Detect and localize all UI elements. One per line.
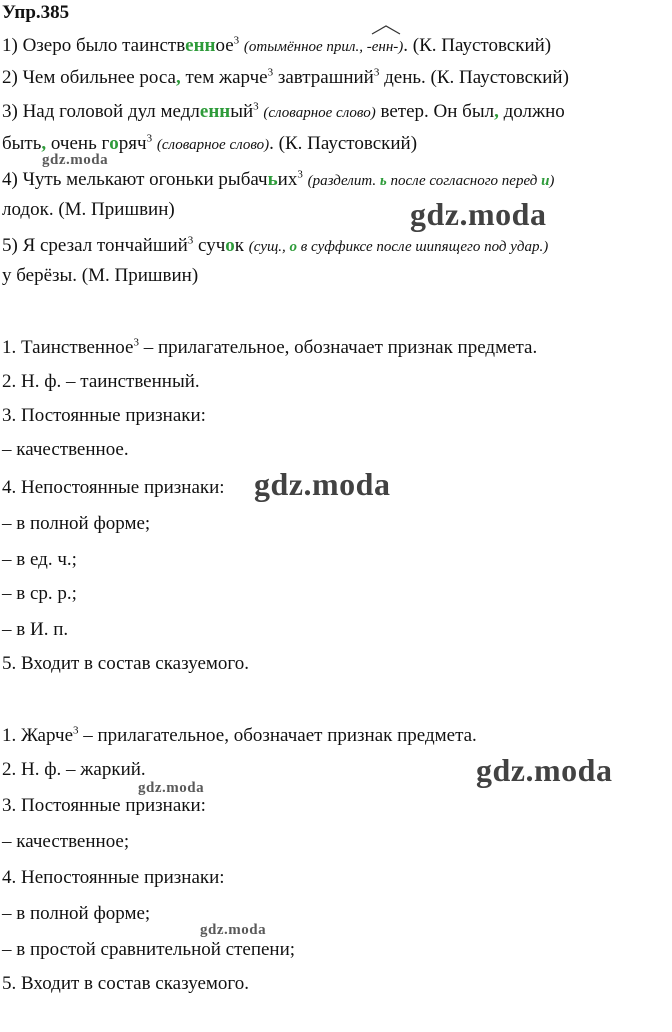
sentence-3a: [2, 100, 565, 125]
watermark-small-1: gdz.moda: [42, 152, 109, 168]
analysis1-line-10: 5. Входит в состав сказуемого.: [2, 653, 249, 674]
sentence-5b: [2, 264, 198, 288]
sentence-5a: [2, 234, 548, 259]
s3a-sup: 3: [253, 100, 259, 113]
analysis1-line-1: [2, 336, 537, 360]
s5a-text-b: суч: [193, 235, 226, 256]
s3a-text-d: должно: [498, 101, 565, 122]
watermark-big-2: gdz.moda: [254, 466, 391, 502]
suffix-mark: [367, 35, 399, 59]
s3b-sup: 3: [146, 132, 153, 145]
watermark-big-1: gdz.moda: [410, 196, 547, 232]
watermark-small-2: gdz.moda: [138, 780, 205, 796]
s5a-note-text: (сущ.,: [248, 239, 290, 255]
sentence-4a: [2, 168, 554, 193]
analysis2-line-6: – в полной форме;: [2, 903, 151, 924]
analysis1-line-9: – в И. п.: [2, 619, 69, 640]
analysis1-line-5: 4. Непостоянные признаки:: [2, 477, 225, 498]
sentence-1: [2, 34, 551, 59]
analysis2-line-8: 5. Входит в состав сказуемого.: [2, 973, 249, 994]
s3b-text-d: . (К. Паустовский): [269, 133, 418, 154]
s3b-text-b: очень г: [46, 133, 110, 154]
s4a-note-g1: ь: [379, 173, 387, 189]
s1-note-end: ): [398, 39, 404, 55]
s2-sup2: 3: [373, 66, 380, 79]
exercise-title: Упр.385: [2, 2, 70, 23]
s2-text-b: тем жарче: [180, 67, 268, 88]
s4a-highlight: ь: [267, 169, 278, 190]
watermark-small-3: gdz.moda: [200, 922, 267, 938]
analysis2-line-1: [2, 724, 477, 748]
watermark-big-3: gdz.moda: [476, 752, 613, 788]
s1-text-a: 1) Озеро было таинств: [2, 35, 186, 56]
s1-note-text: (отымённое прил.,: [243, 39, 367, 55]
s3a-text-a: 3) Над головой дул медл: [2, 101, 200, 122]
s5a-highlight: о: [225, 235, 235, 256]
analysis1-line-7: – в ед. ч.;: [2, 549, 77, 570]
analysis2-line-5: 4. Непостоянные признаки:: [2, 867, 225, 888]
s3b-note: (словарное слово): [156, 137, 270, 153]
a1-l1b: – прилагательное, обозначает признак предмета.: [138, 337, 538, 358]
analysis1-line-3: 3. Постоянные признаки:: [2, 405, 206, 426]
s3b-highlight: ,: [41, 133, 47, 154]
s5b-text-a: у берёзы. (М. Пришвин): [2, 265, 199, 286]
suffix-roof-icon: [371, 25, 401, 35]
s2-highlight: ,: [175, 67, 181, 88]
s4a-text-a: 4) Чуть мелькают огоньки рыбач: [2, 169, 268, 190]
s3a-highlight-2: ,: [494, 101, 499, 122]
sentence-2: [2, 66, 569, 90]
s3a-text-b: ый: [230, 101, 254, 122]
analysis2-line-7: – в простой сравнительной степени;: [2, 939, 296, 960]
s1-text-c: . (К. Паустовский): [403, 35, 552, 56]
s4b-text-a: лодок. (М. Пришвин): [2, 199, 175, 220]
s2-text-d: день. (К. Паустовский): [379, 67, 569, 88]
s3a-highlight: енн: [199, 101, 231, 122]
analysis2-line-4: – качественное;: [2, 831, 130, 852]
analysis2-line-3: 3. Постоянные признаки:: [2, 795, 206, 816]
s2-text-a: 2) Чем обильнее роса: [2, 67, 176, 88]
s5a-note-end: в суффиксе после шипящего под удар.): [297, 239, 549, 255]
s1-note-suffix: -енн-: [366, 39, 399, 55]
s3b-highlight-2: о: [109, 133, 119, 154]
s2-text-c: завтрашний: [273, 67, 374, 88]
s5a-sup: 3: [187, 234, 194, 247]
s4a-sup: 3: [297, 168, 303, 181]
analysis1-line-2: 2. Н. ф. – таинственный.: [2, 371, 200, 392]
s4a-note: [308, 173, 555, 189]
s3a-note: (словарное слово): [263, 105, 376, 121]
analysis1-line-6: – в полной форме;: [2, 513, 151, 534]
s1-sup: 3: [233, 34, 240, 47]
a2-l1a: 1. Жарче: [2, 725, 73, 746]
s1-text-b: ое: [215, 35, 234, 56]
s4a-note-end: ): [549, 173, 555, 189]
a1-l1a: 1. Таинственное: [2, 337, 134, 358]
s1-highlight: енн: [185, 35, 216, 56]
s5a-note: [249, 239, 548, 255]
a1-l1sup: 3: [133, 336, 139, 349]
s3a-text-c: ветер. Он был: [375, 101, 495, 122]
analysis1-line-8: – в ср. р.;: [2, 583, 77, 604]
s4a-note-text: (разделит.: [307, 173, 380, 189]
s1-note: [244, 39, 403, 55]
s4a-note-mid: после согласного перед: [386, 173, 542, 189]
sentence-4b: [2, 198, 175, 222]
a2-l1b: – прилагательное, обозначает признак предмета.: [78, 725, 477, 746]
s4a-note-g2: и: [541, 173, 550, 189]
s5a-text-a: 5) Я срезал тончайший: [2, 235, 188, 256]
analysis1-line-4: – качественное.: [2, 439, 129, 460]
s2-sup: 3: [267, 66, 274, 79]
s5a-note-g: о: [289, 239, 298, 255]
s3b-text-a: быть: [2, 133, 42, 154]
analysis2-line-2: 2. Н. ф. – жаркий.: [2, 759, 146, 780]
s3b-text-c: ряч: [118, 133, 147, 154]
s4a-text-b: их: [277, 169, 298, 190]
a2-l1sup: 3: [73, 724, 79, 737]
s5a-text-c: к: [234, 235, 245, 256]
